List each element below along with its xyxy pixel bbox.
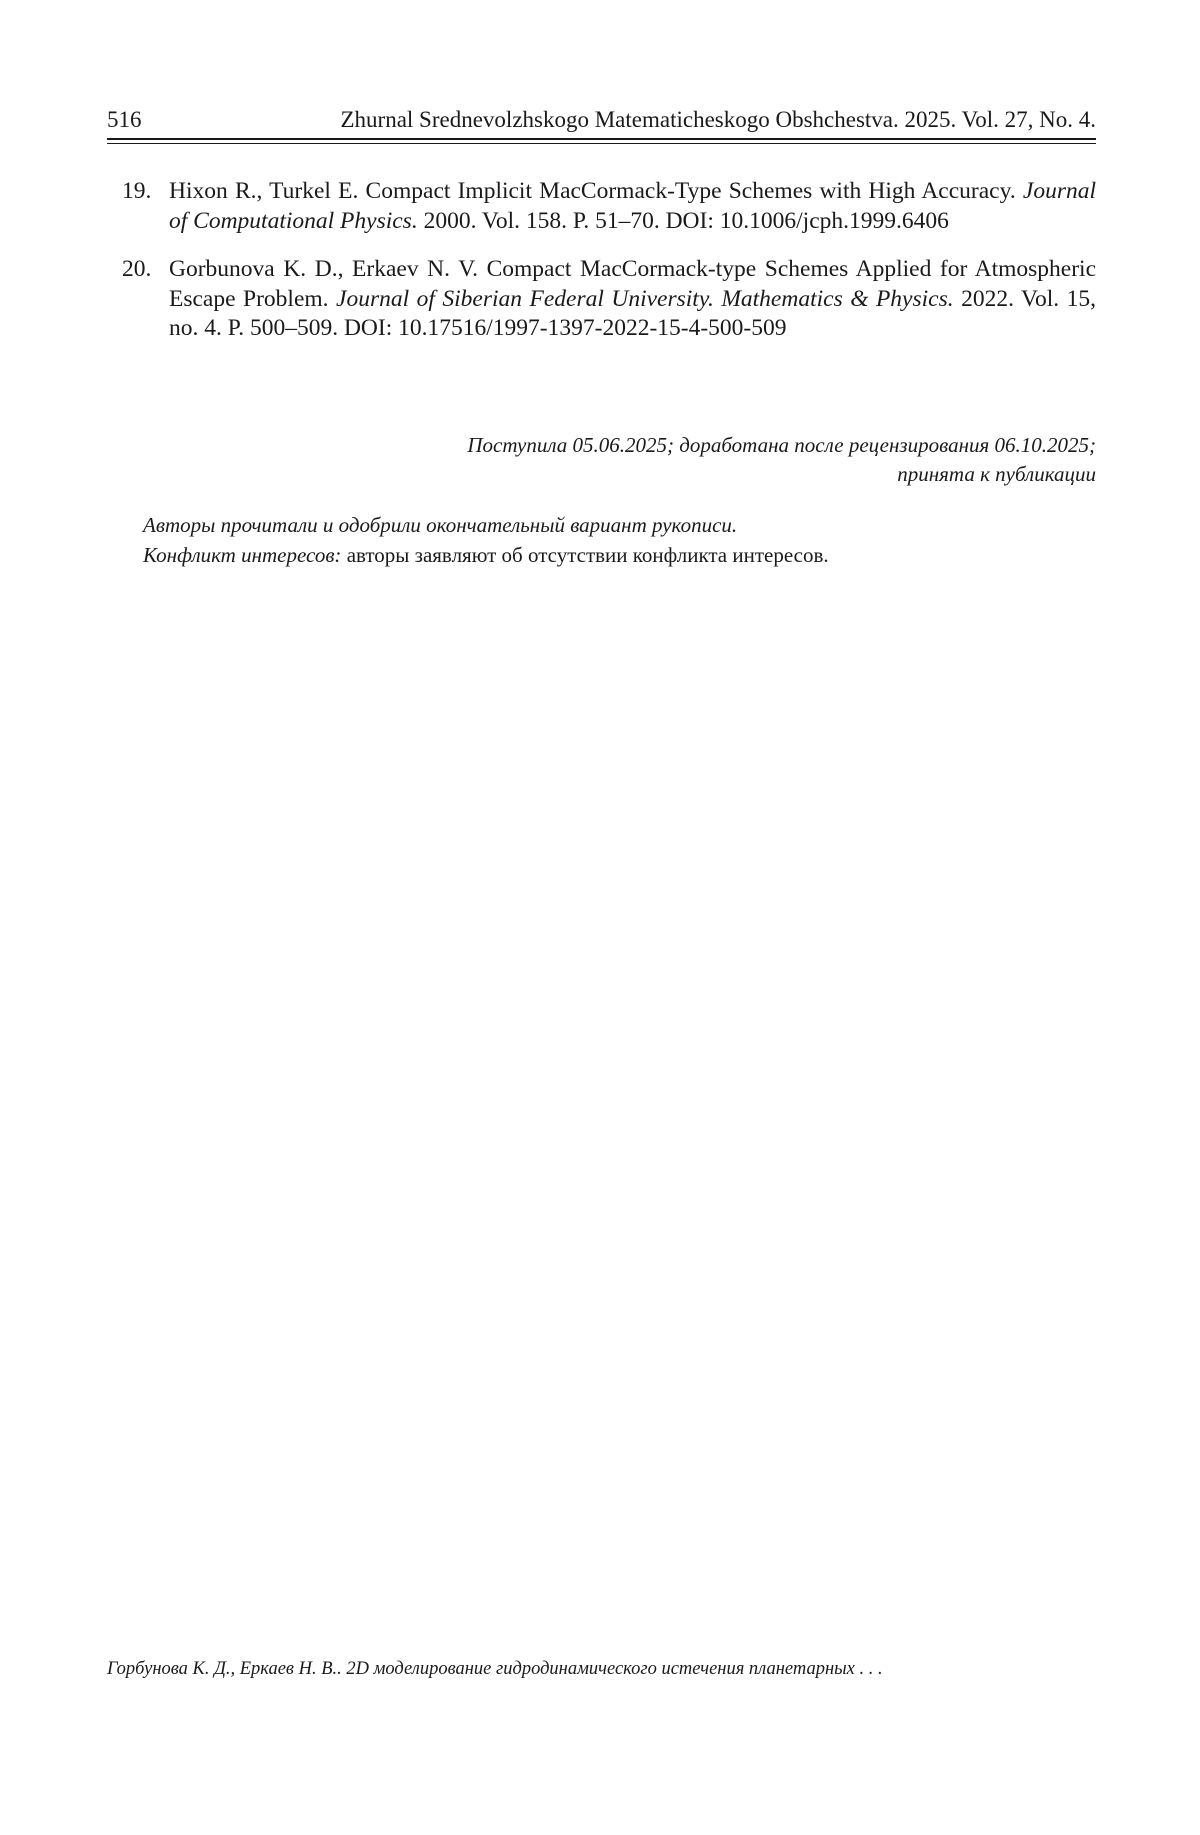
reference-item — [107, 177, 1096, 236]
reference-details: 2000. Vol. 158. P. 51–70. DOI: 10.1006/jcph.1999.6406 — [417, 207, 949, 234]
reference-details: 2022. Vol. 15, no. 4. P. 500–509. DOI: 10.17516/1997-1397-2022-15-4-500-509 — [169, 285, 1096, 341]
header-rule-thick — [107, 138, 1096, 140]
reference-text: Gorbunova K. D., Erkaev N. V. Compact MacCormack-type Schemes Applied for Atmospheric Escape Problem. — [169, 256, 1096, 312]
conflict-statement — [143, 540, 1096, 570]
running-head — [107, 104, 1096, 136]
reference-number: 19. — [122, 178, 152, 204]
reference-number: 20. — [122, 256, 152, 282]
running-footer: Горбунова К. Д., Еркаев Н. В.. 2D моделирование гидродинамического истечения планетарных . . . — [107, 1659, 883, 1679]
author-statements — [143, 510, 1096, 570]
page-number: 516 — [107, 107, 142, 132]
conflict-label: Конфликт интересов: — [143, 543, 342, 567]
conflict-text: авторы заявляют об отсутствии конфликта интересов. — [341, 543, 829, 567]
dates-line-2: принята к публикации — [897, 462, 1096, 486]
reference-list — [107, 177, 1096, 363]
dates-line-1: Поступила 05.06.2025; доработана после рецензирования 06.10.2025; — [467, 433, 1096, 457]
approval-statement: Авторы прочитали и одобрили окончательный вариант рукописи. — [143, 513, 738, 537]
reference-item — [107, 255, 1096, 344]
header-rule-thin — [107, 143, 1096, 144]
reference-journal: Journal of Siberian Federal University. Mathematics & Physics. — [336, 285, 954, 312]
reference-journal: Journal of Computational Physics. — [169, 178, 1096, 234]
reference-text: Hixon R., Turkel E. Compact Implicit MacCormack-Type Schemes with High Accuracy. — [169, 178, 1023, 204]
submission-dates — [107, 431, 1096, 489]
journal-title: Zhurnal Srednevolzhskogo Matematicheskogo Obshchestva. 2025. Vol. 27, No. 4. — [340, 107, 1096, 132]
